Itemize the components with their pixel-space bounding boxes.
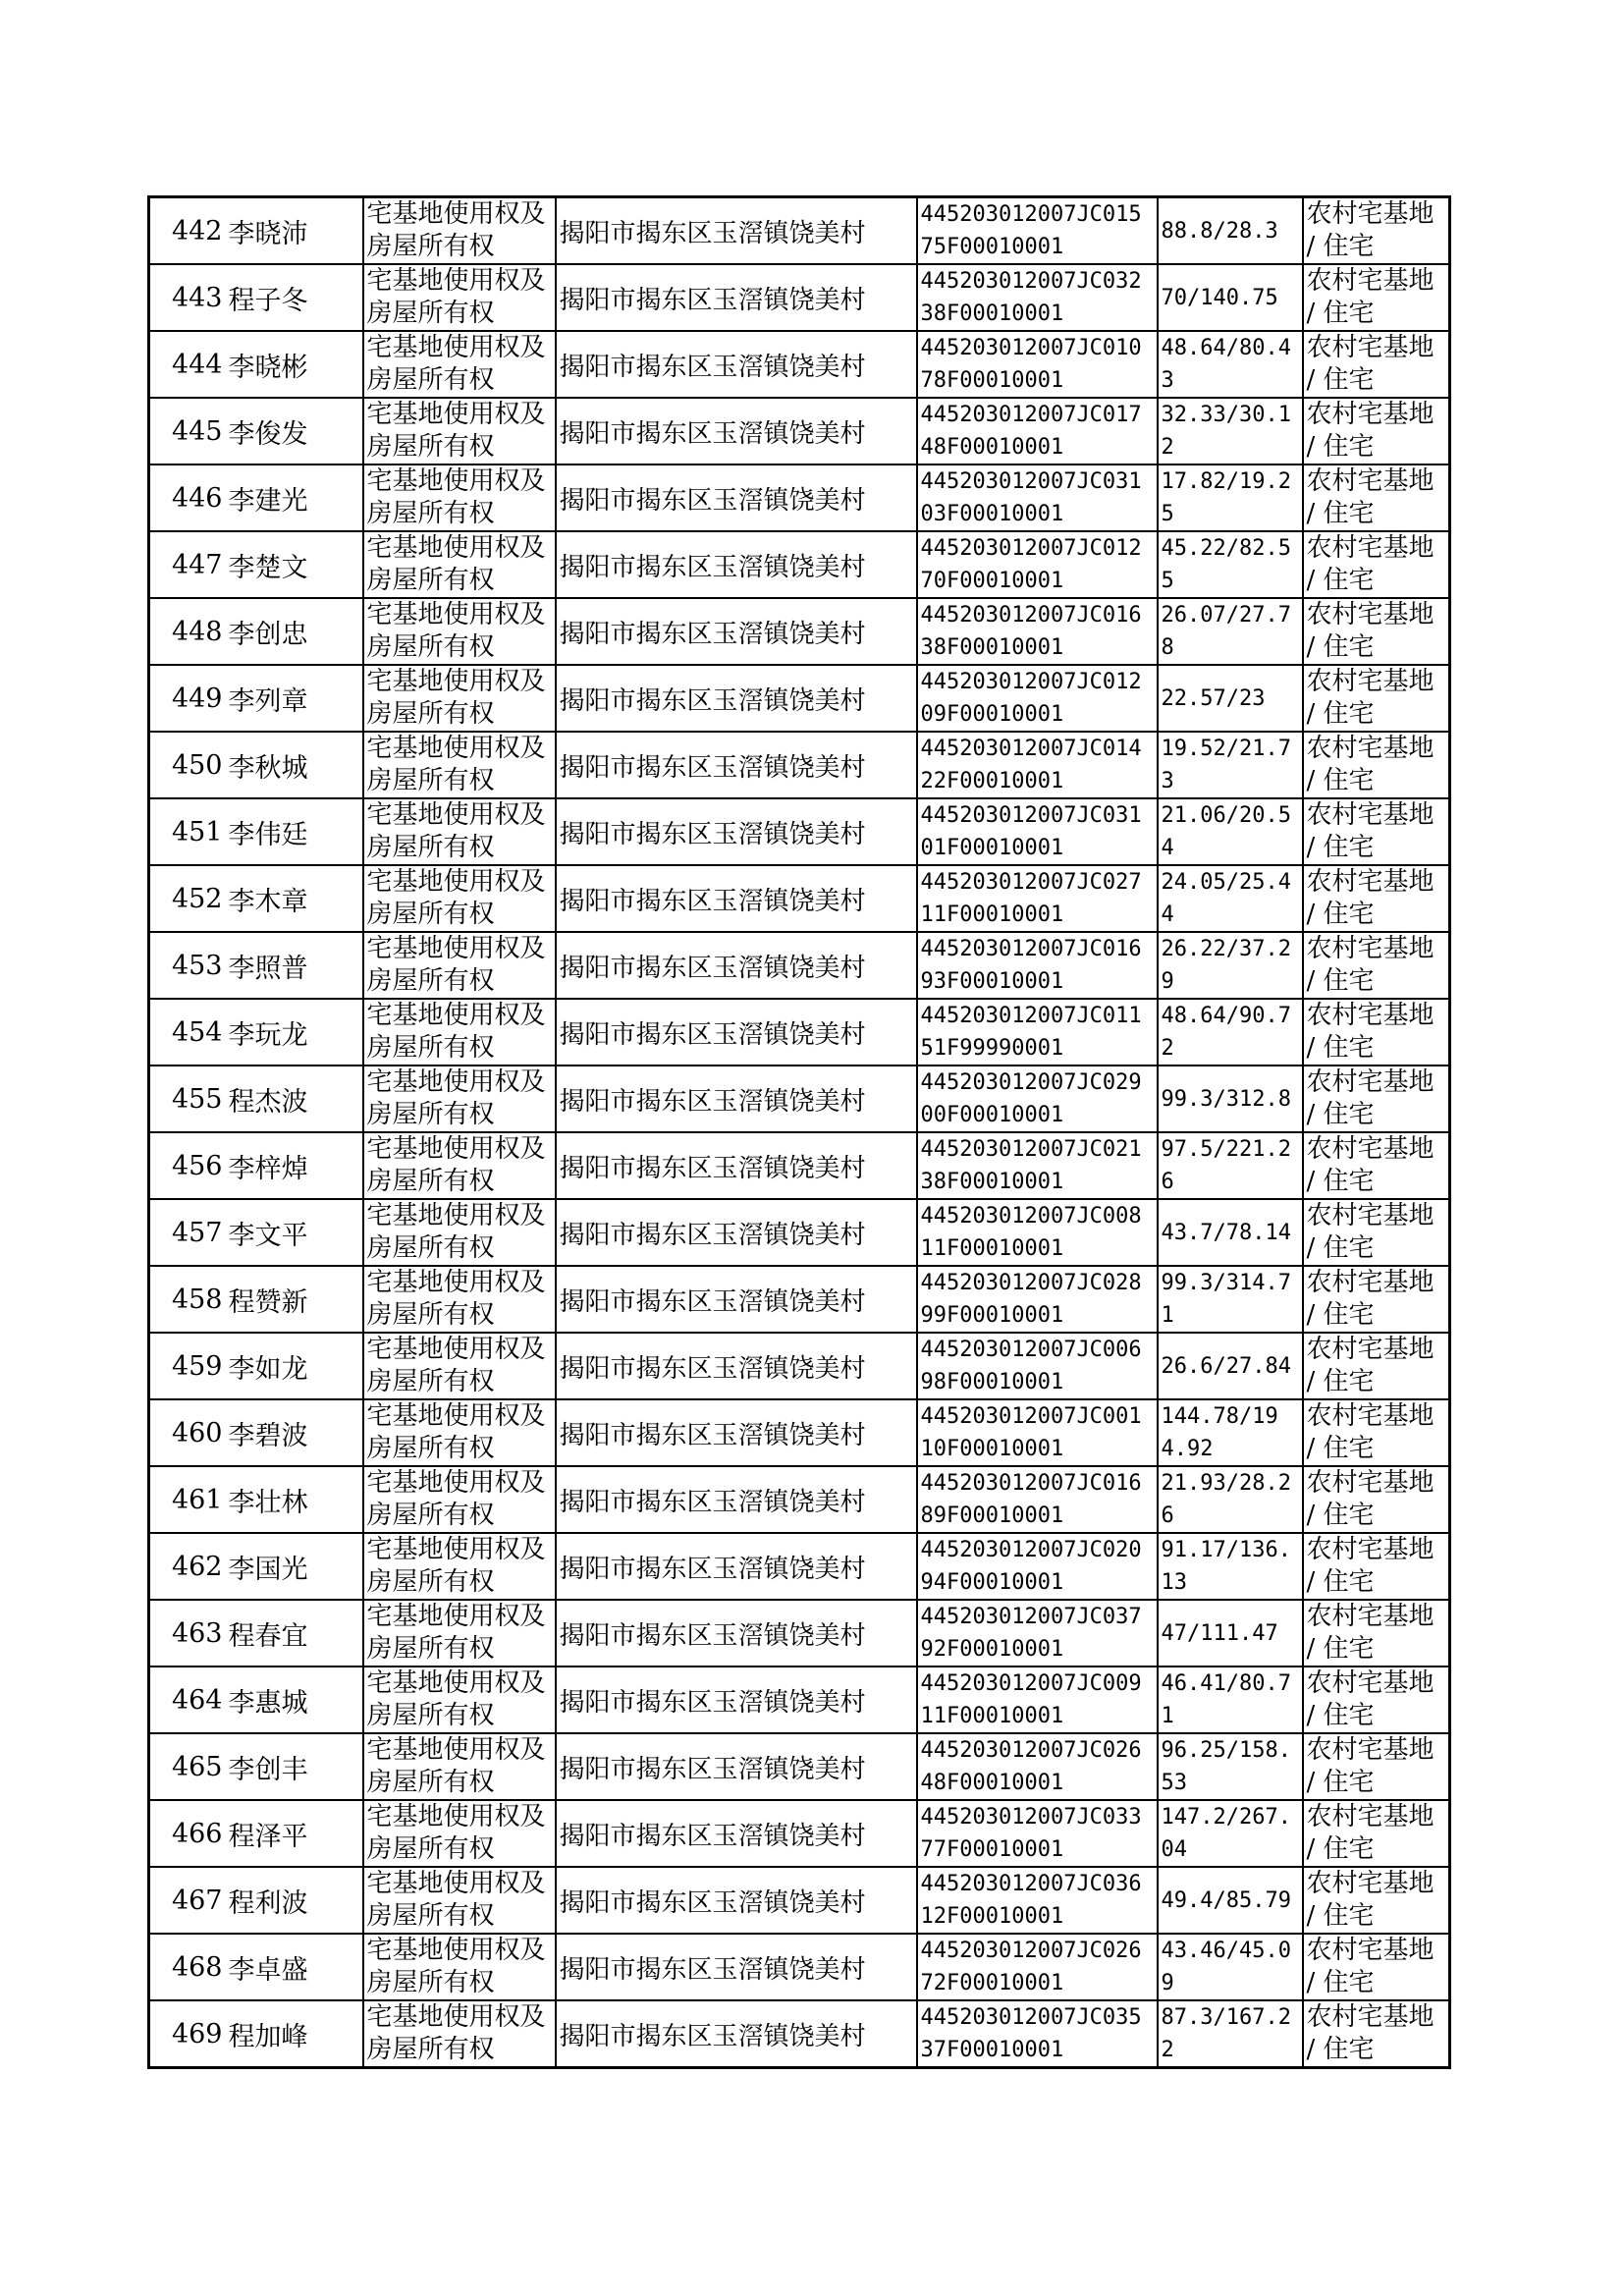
location-cell: 揭阳市揭东区玉滘镇饶美村: [556, 1466, 917, 1533]
right-type-cell: 宅基地使用权及房屋所有权: [363, 865, 556, 932]
right-type-cell: 宅基地使用权及房屋所有权: [363, 331, 556, 398]
area-cell: 47/111.47: [1158, 1600, 1303, 1667]
location-cell: 揭阳市揭东区玉滘镇饶美村: [556, 1199, 917, 1266]
owner-name-cell: 李玩龙: [226, 999, 363, 1066]
right-type-cell: 宅基地使用权及房屋所有权: [363, 1533, 556, 1600]
unit-code-cell: 445203012007JC01270F00010001: [917, 531, 1158, 598]
area-cell: 21.93/28.26: [1158, 1466, 1303, 1533]
owner-name-cell: 李晓彬: [226, 331, 363, 398]
right-type-cell: 宅基地使用权及房屋所有权: [363, 665, 556, 732]
right-type-cell: 宅基地使用权及房屋所有权: [363, 531, 556, 598]
land-use-cell: 农村宅基地 / 住宅: [1303, 1266, 1450, 1333]
row-number-cell: 451: [149, 798, 226, 865]
land-use-cell: 农村宅基地 / 住宅: [1303, 798, 1450, 865]
location-cell: 揭阳市揭东区玉滘镇饶美村: [556, 1667, 917, 1733]
land-use-cell: 农村宅基地 / 住宅: [1303, 264, 1450, 331]
owner-name-cell: 李木章: [226, 865, 363, 932]
table-row: [149, 1800, 1450, 1867]
table-row: [149, 1867, 1450, 1934]
table-row: [149, 197, 1450, 265]
unit-code-cell: 445203012007JC01748F00010001: [917, 398, 1158, 464]
row-number-cell: 448: [149, 598, 226, 665]
right-type-cell: 宅基地使用权及房屋所有权: [363, 464, 556, 531]
area-cell: 48.64/90.72: [1158, 999, 1303, 1066]
land-use-cell: 农村宅基地 / 住宅: [1303, 464, 1450, 531]
right-type-cell: 宅基地使用权及房屋所有权: [363, 598, 556, 665]
right-type-cell: 宅基地使用权及房屋所有权: [363, 1466, 556, 1533]
table-row: [149, 264, 1450, 331]
location-cell: 揭阳市揭东区玉滘镇饶美村: [556, 1800, 917, 1867]
table-row: [149, 1466, 1450, 1533]
row-number-cell: 445: [149, 398, 226, 464]
owner-name-cell: 李碧波: [226, 1399, 363, 1466]
area-cell: 96.25/158.53: [1158, 1733, 1303, 1800]
unit-code-cell: 445203012007JC01689F00010001: [917, 1466, 1158, 1533]
location-cell: 揭阳市揭东区玉滘镇饶美村: [556, 1600, 917, 1667]
area-cell: 19.52/21.73: [1158, 732, 1303, 798]
table-row: [149, 2000, 1450, 2068]
location-cell: 揭阳市揭东区玉滘镇饶美村: [556, 665, 917, 732]
row-number-cell: 460: [149, 1399, 226, 1466]
table-row: [149, 1066, 1450, 1132]
table-row: [149, 798, 1450, 865]
table-row: [149, 999, 1450, 1066]
row-number-cell: 446: [149, 464, 226, 531]
row-number-cell: 454: [149, 999, 226, 1066]
area-cell: 99.3/312.8: [1158, 1066, 1303, 1132]
land-use-cell: 农村宅基地 / 住宅: [1303, 1867, 1450, 1934]
table-row: [149, 1266, 1450, 1333]
land-use-cell: 农村宅基地 / 住宅: [1303, 999, 1450, 1066]
area-cell: 97.5/221.26: [1158, 1132, 1303, 1199]
table-row: [149, 1667, 1450, 1733]
owner-name-cell: 程春宜: [226, 1600, 363, 1667]
table-row: [149, 1399, 1450, 1466]
location-cell: 揭阳市揭东区玉滘镇饶美村: [556, 1266, 917, 1333]
land-use-cell: 农村宅基地 / 住宅: [1303, 197, 1450, 265]
owner-name-cell: 程利波: [226, 1867, 363, 1934]
area-cell: 22.57/23: [1158, 665, 1303, 732]
table-row: [149, 932, 1450, 999]
land-use-cell: 农村宅基地 / 住宅: [1303, 1466, 1450, 1533]
right-type-cell: 宅基地使用权及房屋所有权: [363, 932, 556, 999]
row-number-cell: 464: [149, 1667, 226, 1733]
unit-code-cell: 445203012007JC03792F00010001: [917, 1600, 1158, 1667]
row-number-cell: 452: [149, 865, 226, 932]
owner-name-cell: 李建光: [226, 464, 363, 531]
unit-code-cell: 445203012007JC00811F00010001: [917, 1199, 1158, 1266]
table-row: [149, 1132, 1450, 1199]
unit-code-cell: 445203012007JC03612F00010001: [917, 1867, 1158, 1934]
row-number-cell: 444: [149, 331, 226, 398]
area-cell: 87.3/167.22: [1158, 2000, 1303, 2068]
right-type-cell: 宅基地使用权及房屋所有权: [363, 264, 556, 331]
location-cell: 揭阳市揭东区玉滘镇饶美村: [556, 2000, 917, 2068]
area-cell: 26.22/37.29: [1158, 932, 1303, 999]
location-cell: 揭阳市揭东区玉滘镇饶美村: [556, 1733, 917, 1800]
row-number-cell: 459: [149, 1333, 226, 1399]
location-cell: 揭阳市揭东区玉滘镇饶美村: [556, 865, 917, 932]
unit-code-cell: 445203012007JC03377F00010001: [917, 1800, 1158, 1867]
unit-code-cell: 445203012007JC00110F00010001: [917, 1399, 1158, 1466]
land-use-cell: 农村宅基地 / 住宅: [1303, 531, 1450, 598]
area-cell: 147.2/267.04: [1158, 1800, 1303, 1867]
owner-name-cell: 李晓沛: [226, 197, 363, 265]
location-cell: 揭阳市揭东区玉滘镇饶美村: [556, 531, 917, 598]
location-cell: 揭阳市揭东区玉滘镇饶美村: [556, 1533, 917, 1600]
row-number-cell: 468: [149, 1934, 226, 2000]
location-cell: 揭阳市揭东区玉滘镇饶美村: [556, 1333, 917, 1399]
location-cell: 揭阳市揭东区玉滘镇饶美村: [556, 464, 917, 531]
right-type-cell: 宅基地使用权及房屋所有权: [363, 1333, 556, 1399]
table-row: [149, 732, 1450, 798]
unit-code-cell: 445203012007JC00698F00010001: [917, 1333, 1158, 1399]
owner-name-cell: 李壮林: [226, 1466, 363, 1533]
table-row: [149, 1199, 1450, 1266]
owner-name-cell: 程赞新: [226, 1266, 363, 1333]
right-type-cell: 宅基地使用权及房屋所有权: [363, 1132, 556, 1199]
land-use-cell: 农村宅基地 / 住宅: [1303, 598, 1450, 665]
owner-name-cell: 李如龙: [226, 1333, 363, 1399]
area-cell: 88.8/28.3: [1158, 197, 1303, 265]
land-use-cell: 农村宅基地 / 住宅: [1303, 1934, 1450, 2000]
unit-code-cell: 445203012007JC02672F00010001: [917, 1934, 1158, 2000]
land-use-cell: 农村宅基地 / 住宅: [1303, 1333, 1450, 1399]
land-use-cell: 农村宅基地 / 住宅: [1303, 1533, 1450, 1600]
land-use-cell: 农村宅基地 / 住宅: [1303, 1066, 1450, 1132]
area-cell: 70/140.75: [1158, 264, 1303, 331]
owner-name-cell: 李创忠: [226, 598, 363, 665]
land-use-cell: 农村宅基地 / 住宅: [1303, 1600, 1450, 1667]
unit-code-cell: 445203012007JC01151F99990001: [917, 999, 1158, 1066]
table-row: [149, 398, 1450, 464]
owner-name-cell: 李创丰: [226, 1733, 363, 1800]
land-use-cell: 农村宅基地 / 住宅: [1303, 665, 1450, 732]
land-use-cell: 农村宅基地 / 住宅: [1303, 732, 1450, 798]
land-use-cell: 农村宅基地 / 住宅: [1303, 932, 1450, 999]
row-number-cell: 447: [149, 531, 226, 598]
table-row: [149, 598, 1450, 665]
owner-name-cell: 李秋城: [226, 732, 363, 798]
location-cell: 揭阳市揭东区玉滘镇饶美村: [556, 197, 917, 265]
table-row: [149, 1333, 1450, 1399]
area-cell: 99.3/314.71: [1158, 1266, 1303, 1333]
row-number-cell: 457: [149, 1199, 226, 1266]
land-use-cell: 农村宅基地 / 住宅: [1303, 1733, 1450, 1800]
land-use-cell: 农村宅基地 / 住宅: [1303, 398, 1450, 464]
table-body: [149, 197, 1450, 2068]
row-number-cell: 442: [149, 197, 226, 265]
owner-name-cell: 程加峰: [226, 2000, 363, 2068]
land-use-cell: 农村宅基地 / 住宅: [1303, 1199, 1450, 1266]
right-type-cell: 宅基地使用权及房屋所有权: [363, 732, 556, 798]
location-cell: 揭阳市揭东区玉滘镇饶美村: [556, 1066, 917, 1132]
owner-name-cell: 李文平: [226, 1199, 363, 1266]
land-use-cell: 农村宅基地 / 住宅: [1303, 2000, 1450, 2068]
land-use-cell: 农村宅基地 / 住宅: [1303, 1132, 1450, 1199]
unit-code-cell: 445203012007JC02094F00010001: [917, 1533, 1158, 1600]
table-row: [149, 331, 1450, 398]
unit-code-cell: 445203012007JC03537F00010001: [917, 2000, 1158, 2068]
row-number-cell: 458: [149, 1266, 226, 1333]
row-number-cell: 453: [149, 932, 226, 999]
land-use-cell: 农村宅基地 / 住宅: [1303, 1399, 1450, 1466]
owner-name-cell: 程子冬: [226, 264, 363, 331]
row-number-cell: 455: [149, 1066, 226, 1132]
unit-code-cell: 445203012007JC01693F00010001: [917, 932, 1158, 999]
location-cell: 揭阳市揭东区玉滘镇饶美村: [556, 398, 917, 464]
right-type-cell: 宅基地使用权及房屋所有权: [363, 1266, 556, 1333]
table-row: [149, 1533, 1450, 1600]
area-cell: 91.17/136.13: [1158, 1533, 1303, 1600]
area-cell: 21.06/20.54: [1158, 798, 1303, 865]
area-cell: 17.82/19.25: [1158, 464, 1303, 531]
table-row: [149, 1934, 1450, 2000]
unit-code-cell: 445203012007JC03238F00010001: [917, 264, 1158, 331]
table-row: [149, 1600, 1450, 1667]
area-cell: 45.22/82.55: [1158, 531, 1303, 598]
right-type-cell: 宅基地使用权及房屋所有权: [363, 1066, 556, 1132]
area-cell: 48.64/80.43: [1158, 331, 1303, 398]
row-number-cell: 463: [149, 1600, 226, 1667]
location-cell: 揭阳市揭东区玉滘镇饶美村: [556, 732, 917, 798]
area-cell: 32.33/30.12: [1158, 398, 1303, 464]
right-type-cell: 宅基地使用权及房屋所有权: [363, 1800, 556, 1867]
row-number-cell: 465: [149, 1733, 226, 1800]
owner-name-cell: 李卓盛: [226, 1934, 363, 2000]
unit-code-cell: 445203012007JC01638F00010001: [917, 598, 1158, 665]
land-use-cell: 农村宅基地 / 住宅: [1303, 865, 1450, 932]
area-cell: 26.6/27.84: [1158, 1333, 1303, 1399]
land-use-cell: 农村宅基地 / 住宅: [1303, 1667, 1450, 1733]
area-cell: 24.05/25.44: [1158, 865, 1303, 932]
unit-code-cell: 445203012007JC00911F00010001: [917, 1667, 1158, 1733]
unit-code-cell: 445203012007JC02711F00010001: [917, 865, 1158, 932]
row-number-cell: 456: [149, 1132, 226, 1199]
table-row: [149, 865, 1450, 932]
location-cell: 揭阳市揭东区玉滘镇饶美村: [556, 798, 917, 865]
unit-code-cell: 445203012007JC01078F00010001: [917, 331, 1158, 398]
right-type-cell: 宅基地使用权及房屋所有权: [363, 1867, 556, 1934]
area-cell: 46.41/80.71: [1158, 1667, 1303, 1733]
row-number-cell: 449: [149, 665, 226, 732]
right-type-cell: 宅基地使用权及房屋所有权: [363, 1667, 556, 1733]
area-cell: 43.7/78.14: [1158, 1199, 1303, 1266]
table-row: [149, 464, 1450, 531]
right-type-cell: 宅基地使用权及房屋所有权: [363, 798, 556, 865]
unit-code-cell: 445203012007JC01575F00010001: [917, 197, 1158, 265]
owner-name-cell: 李楚文: [226, 531, 363, 598]
right-type-cell: 宅基地使用权及房屋所有权: [363, 1733, 556, 1800]
right-type-cell: 宅基地使用权及房屋所有权: [363, 999, 556, 1066]
owner-name-cell: 李照普: [226, 932, 363, 999]
right-type-cell: 宅基地使用权及房屋所有权: [363, 398, 556, 464]
owner-name-cell: 程杰波: [226, 1066, 363, 1132]
owner-name-cell: 李俊发: [226, 398, 363, 464]
unit-code-cell: 445203012007JC02899F00010001: [917, 1266, 1158, 1333]
row-number-cell: 467: [149, 1867, 226, 1934]
location-cell: 揭阳市揭东区玉滘镇饶美村: [556, 932, 917, 999]
unit-code-cell: 445203012007JC01422F00010001: [917, 732, 1158, 798]
owner-name-cell: 李国光: [226, 1533, 363, 1600]
table-row: [149, 1733, 1450, 1800]
unit-code-cell: 445203012007JC02648F00010001: [917, 1733, 1158, 1800]
owner-name-cell: 李伟廷: [226, 798, 363, 865]
unit-code-cell: 445203012007JC03101F00010001: [917, 798, 1158, 865]
owner-name-cell: 李列章: [226, 665, 363, 732]
table-row: [149, 665, 1450, 732]
row-number-cell: 461: [149, 1466, 226, 1533]
unit-code-cell: 445203012007JC02900F00010001: [917, 1066, 1158, 1132]
row-number-cell: 469: [149, 2000, 226, 2068]
area-cell: 26.07/27.78: [1158, 598, 1303, 665]
location-cell: 揭阳市揭东区玉滘镇饶美村: [556, 264, 917, 331]
location-cell: 揭阳市揭东区玉滘镇饶美村: [556, 331, 917, 398]
land-use-cell: 农村宅基地 / 住宅: [1303, 331, 1450, 398]
location-cell: 揭阳市揭东区玉滘镇饶美村: [556, 1399, 917, 1466]
row-number-cell: 466: [149, 1800, 226, 1867]
row-number-cell: 443: [149, 264, 226, 331]
right-type-cell: 宅基地使用权及房屋所有权: [363, 1934, 556, 2000]
right-type-cell: 宅基地使用权及房屋所有权: [363, 1399, 556, 1466]
owner-name-cell: 李惠城: [226, 1667, 363, 1733]
right-type-cell: 宅基地使用权及房屋所有权: [363, 2000, 556, 2068]
area-cell: 144.78/194.92: [1158, 1399, 1303, 1466]
location-cell: 揭阳市揭东区玉滘镇饶美村: [556, 1867, 917, 1934]
table-row: [149, 531, 1450, 598]
unit-code-cell: 445203012007JC03103F00010001: [917, 464, 1158, 531]
unit-code-cell: 445203012007JC01209F00010001: [917, 665, 1158, 732]
owner-name-cell: 程泽平: [226, 1800, 363, 1867]
location-cell: 揭阳市揭东区玉滘镇饶美村: [556, 1934, 917, 2000]
registry-table: [147, 195, 1451, 2069]
area-cell: 43.46/45.09: [1158, 1934, 1303, 2000]
right-type-cell: 宅基地使用权及房屋所有权: [363, 1199, 556, 1266]
area-cell: 49.4/85.79: [1158, 1867, 1303, 1934]
unit-code-cell: 445203012007JC02138F00010001: [917, 1132, 1158, 1199]
location-cell: 揭阳市揭东区玉滘镇饶美村: [556, 598, 917, 665]
right-type-cell: 宅基地使用权及房屋所有权: [363, 197, 556, 265]
location-cell: 揭阳市揭东区玉滘镇饶美村: [556, 999, 917, 1066]
owner-name-cell: 李梓焯: [226, 1132, 363, 1199]
right-type-cell: 宅基地使用权及房屋所有权: [363, 1600, 556, 1667]
row-number-cell: 450: [149, 732, 226, 798]
row-number-cell: 462: [149, 1533, 226, 1600]
location-cell: 揭阳市揭东区玉滘镇饶美村: [556, 1132, 917, 1199]
land-use-cell: 农村宅基地 / 住宅: [1303, 1800, 1450, 1867]
